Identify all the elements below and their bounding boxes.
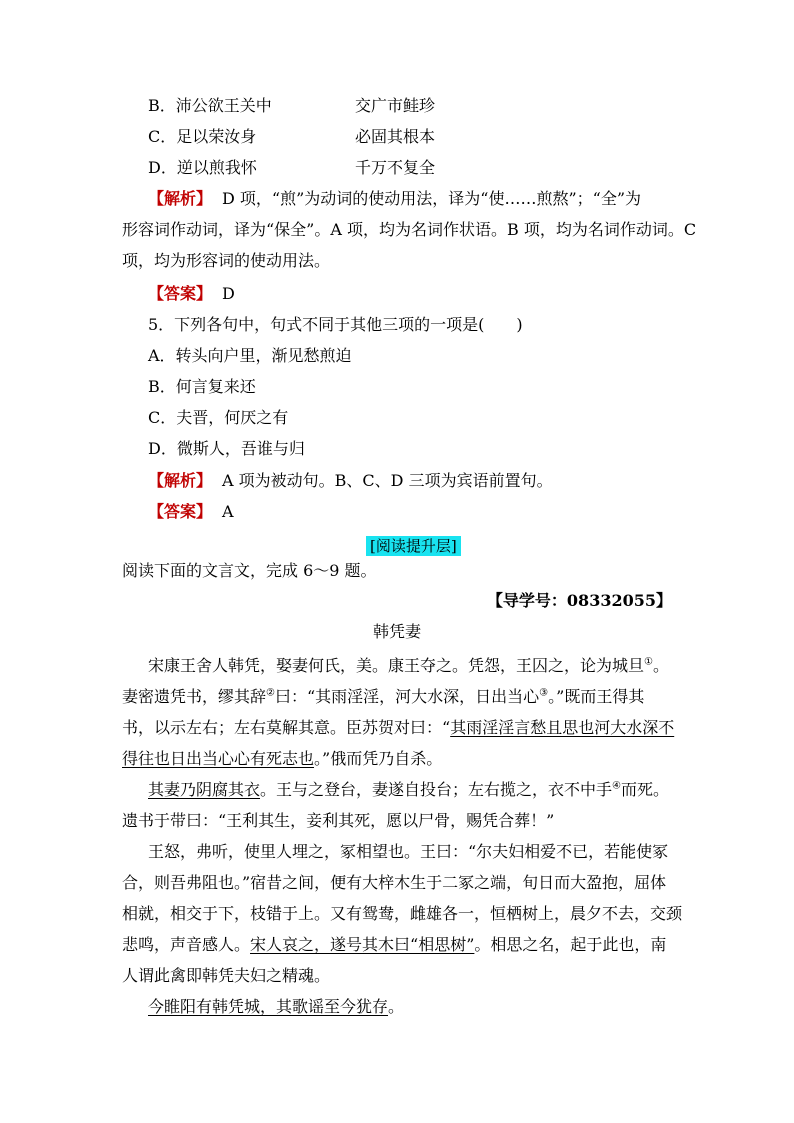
footnote-mark: ③	[539, 687, 549, 699]
answer-value: A	[222, 502, 234, 521]
reference-number: 【导学号：08332055】	[486, 591, 672, 610]
q5-option-d: D．微斯人，吾谁与归	[148, 439, 305, 458]
passage-p2-line2: 遗书于带曰：“王利其生，妾利其死，愿以尸骨，赐凭合葬！”	[122, 811, 555, 830]
passage-p3-line3: 相就，相交于下，枝错于上。又有鸳鸯，雌雄各一，恒栖树上，晨夕不去，交颈	[122, 904, 683, 923]
passage-p1-line1	[148, 656, 698, 676]
q4-answer	[148, 284, 698, 304]
answer-value: D	[222, 284, 235, 303]
q5-option-b: B．何言复来还	[148, 377, 256, 396]
passage-p3-line5: 人谓此禽即韩凭夫妇之精魂。	[122, 966, 331, 985]
passage-p1-line2	[122, 687, 672, 707]
option-d-left: D．逆以煎我怀	[148, 158, 257, 177]
q4-analysis-line2: 形容词作动词，译为“保全”。A 项，均为名词作状语。B 项，均为名词作动词。C	[122, 220, 697, 239]
passage-text: 悲鸣，声音感人。	[122, 935, 251, 954]
passage-p3-line1: 王怒，弗听，使里人埋之，冢相望也。王曰：“尔夫妇相爱不已，若能使冢	[148, 842, 669, 861]
passage-text: 曰：“其雨淫淫，河大水深，日出当心	[274, 687, 540, 706]
option-b-right: 交广市鲑珍	[355, 96, 436, 115]
answer-tag: 【答案】	[148, 284, 213, 303]
analysis-text: A 项为被动句。B、C、D 三项为宾语前置句。	[222, 471, 553, 490]
passage-text: 妻密遗凭书，缪其辞	[122, 687, 267, 706]
q5-stem: 5．下列各句中，句式不同于其他三项的一项是( )	[148, 315, 523, 334]
passage-text: 而死。	[621, 780, 670, 799]
underlined-sentence: 得往也日出当心心有死志也	[122, 749, 315, 768]
q4-analysis-line1	[148, 189, 698, 209]
passage-p3-line2: 合，则吾弗阻也。”宿昔之间，便有大梓木生于二冢之端，旬日而大盈抱，屈体	[122, 873, 667, 892]
option-c-right: 必固其根本	[355, 127, 436, 146]
footnote-mark: ①	[644, 656, 653, 668]
passage-text: 。王与之登台，妻遂自投台；左右揽之，衣不中手	[260, 780, 613, 799]
underlined-sentence: 宋人哀之，遂号其木曰“相思树”	[250, 935, 475, 954]
passage-title: 韩凭妻	[372, 622, 421, 641]
passage-text: 。”既而王得其	[548, 687, 645, 706]
passage-p4	[148, 997, 698, 1017]
analysis-text: D 项，“煎”为动词的使动用法，译为“使……煎熬”；“全”为	[222, 189, 642, 208]
passage-text: 宋康王舍人韩凭，娶妻何氏，美。康王夺之。凭怨，王囚之，论为城旦	[148, 656, 645, 675]
underlined-sentence: 其妻乃阴腐其衣	[148, 780, 261, 799]
answer-tag: 【答案】	[148, 502, 213, 521]
reading-instruction: 阅读下面的文言文，完成 6～9 题。	[122, 561, 377, 580]
footnote-mark: ④	[612, 780, 621, 792]
q5-analysis	[148, 471, 698, 491]
option-d-right: 千万不复全	[355, 158, 436, 177]
underlined-sentence: 今睢阳有韩凭城，其歌谣至今犹存	[148, 997, 389, 1016]
passage-text: 。相思之名，起于此也，南	[474, 935, 667, 954]
option-c-left: C．足以荣汝身	[148, 127, 257, 146]
q5-option-a: A．转头向户里，渐见愁煎迫	[148, 346, 352, 365]
footnote-mark: ②	[266, 687, 275, 699]
q5-option-c: C．夫晋，何厌之有	[148, 408, 289, 427]
passage-text: 。	[388, 997, 405, 1016]
q5-answer	[148, 502, 698, 522]
passage-p2-line1	[148, 780, 698, 800]
passage-text: 。	[652, 656, 669, 675]
analysis-tag: 【解析】	[148, 189, 213, 208]
underlined-sentence: 其雨淫淫言愁且思也河大水深不	[450, 718, 675, 737]
q4-analysis-line3: 项，均为形容词的使动用法。	[122, 251, 331, 270]
analysis-tag: 【解析】	[148, 471, 213, 490]
passage-text: 。”俄而凭乃自杀。	[314, 749, 443, 768]
passage-text: 书，以示左右；左右莫解其意。臣苏贺对曰：“	[122, 718, 451, 737]
passage-p1-line3	[122, 718, 675, 738]
section-banner: [阅读提升层]	[366, 536, 461, 556]
passage-p3-line4	[122, 935, 672, 955]
option-b-left: B．沛公欲王关中	[148, 96, 272, 115]
passage-p1-line4	[122, 749, 672, 769]
